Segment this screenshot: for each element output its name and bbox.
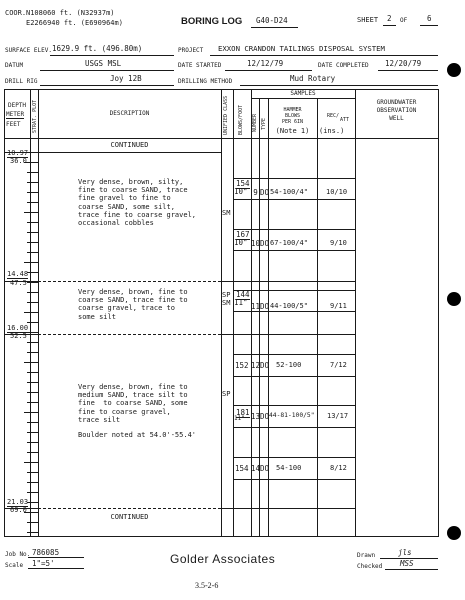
sample-blows-foot: 167 [236,230,250,239]
sample-hammer: 54-100 [276,464,302,472]
sample-recovery: 9/10 [330,239,347,247]
depth-tick [27,192,38,193]
sample-number: 10 [251,239,261,248]
depth-tick [27,322,38,323]
depth-tick [27,282,38,283]
project-value: EXXON CRANDON TAILINGS DISPOSAL SYSTEM [218,44,385,53]
checked-label: Checked [357,563,383,570]
drill-rig-label: DRILL RIG [5,78,38,85]
depth-tick [27,292,38,293]
drawn-value: jls [398,548,412,557]
depth-tick [24,412,38,413]
sample-number: 11 [251,302,261,311]
sample-type: DO [260,464,270,473]
sample-hammer: 44-100/5" [270,302,308,310]
layer-description-3: Very dense, brown, fine to medium SAND, trace silt to fine to coarse SAND, some fine to coarse gravel, trace silt [78,383,188,424]
depth-meter-1: 10.97 [7,149,29,157]
sample-blows-foot: 154 [235,464,249,473]
sample-number: 13 [251,412,261,421]
hammer-note: (Note 1) [275,127,310,135]
sample-recovery: 7/12 [330,361,347,369]
depth-tick [27,172,38,173]
sheet-of-label: OF [400,17,408,24]
project-label: PROJECT [178,47,204,54]
drilling-method-label: DRILLING METHOD [178,78,233,85]
sheet-total: 6 [427,14,432,23]
sample-blows-in: 11" [234,298,248,307]
continued-top: CONTINUED [110,141,149,149]
binder-hole-bottom [447,526,461,540]
depth-tick [27,452,38,453]
date-completed-label: DATE COMPLETED [318,62,369,69]
depth-tick [27,472,38,473]
depth-tick [27,522,38,523]
surface-elev-value: 1629.9 ft. (496.80m) [52,44,143,53]
date-completed-value: 12/20/79 [385,59,422,68]
sheet-number: 2 [387,14,392,23]
depth-tick [27,252,38,253]
job-number-value: 786085 [32,548,60,557]
depth-feet-header: FEET [6,121,21,128]
depth-tick [27,352,38,353]
depth-tick [27,222,38,223]
company-name: Golder Associates [170,552,276,566]
depth-tick [27,182,38,183]
depth-tick [27,242,38,243]
depth-tick [27,532,38,533]
depth-tick [27,442,38,443]
job-number-label: Job No. [5,551,31,558]
depth-tick [27,342,38,343]
depth-tick [24,512,38,513]
page-number: 3.5-2-6 [195,581,219,590]
groundwater-header-2: OBSERVATION [376,107,417,114]
datum-value: USGS MSL [85,59,122,68]
sample-recovery: 10/10 [326,188,348,196]
sample-blows-foot: 154 [236,179,250,188]
drilling-method-value: Mud Rotary [290,74,336,83]
sample-type: DO [260,302,270,311]
binder-hole-top [447,63,461,77]
hammer-header-1: HAMMER [283,107,302,113]
coord-label: COOR. [5,9,27,17]
description-header: DESCRIPTION [109,110,150,117]
groundwater-header-3: WELL [389,115,404,122]
sample-hammer: 67-100/4" [270,239,308,247]
depth-tick [27,332,38,333]
depth-tick [27,482,38,483]
sample-hammer: 54-100/4" [270,188,308,196]
binder-hole-middle [447,292,461,306]
sample-recovery: 13/17 [327,412,349,420]
layer-uscs-2: SP SM [222,291,231,308]
depth-tick [27,502,38,503]
sample-blows-foot: 144 [236,290,250,299]
groundwater-header-1: GROUNDWATER [376,99,417,106]
sample-number: 12 [251,361,261,370]
coord-north: N108060 ft. (N32937m) [26,9,115,17]
scale-label: Scale [5,562,24,569]
boring-id: G40-D24 [256,16,288,25]
depth-meter-4: 21.03 [7,498,29,506]
unified-class-header: UNIFIED CLASS [223,95,229,135]
depth-tick [27,422,38,423]
sample-type: DO [260,412,270,421]
depth-tick [27,372,38,373]
sample-recovery: 8/12 [330,464,347,472]
depth-tick [27,392,38,393]
rec-header-1: REC/ [327,113,340,119]
layer-description-1: Very dense, brown, silty, fine to coarse SAND, trace fine gravel to fine to coarse SAND, some silt, trace fine to coarse gravel, occasional cobbles [78,178,197,228]
strat-plot-header: STRAT. PLOT [32,99,38,133]
depth-meter-3: 16.00 [7,324,29,332]
sample-blows-in: 10" [234,187,248,196]
drill-rig-value: Joy 12B [110,74,142,83]
blows-foot-header: BLOWS/FOOT [238,104,244,135]
depth-tick [27,402,38,403]
depth-tick [24,462,38,463]
depth-tick [27,492,38,493]
date-started-value: 12/12/79 [247,59,284,68]
boulder-note: Boulder noted at 54.0'-55.4' [78,431,197,439]
layer-uscs-1: SM [222,209,231,217]
depth-feet-1: 36.0 [10,157,27,165]
sample-blows-foot: 181 [236,408,250,417]
depth-tick [27,432,38,433]
depth-header: DEPTH [7,102,27,109]
rec-header-2: ATT [340,117,350,123]
depth-meter-2: 14.48 [7,270,29,278]
hammer-header-3: PER 6IN [281,119,304,125]
depth-meter-header: METER [6,111,25,118]
sample-blows-in: 10" [234,238,248,247]
sample-type: DO [260,188,270,197]
sample-hammer: 44-81-100/5" [269,412,315,419]
depth-tick [27,302,38,303]
sheet-label: SHEET [357,16,379,24]
date-started-label: DATE STARTED [178,62,222,69]
log-title: BORING LOG [181,16,243,27]
samples-header: SAMPLES [290,90,316,97]
depth-tick [27,382,38,383]
depth-tick [27,202,38,203]
continued-bottom: CONTINUED [110,513,149,521]
number-header: NUMBER [252,113,258,132]
depth-feet-4: 69.0 [10,506,27,514]
rec-units: (ins.) [319,127,345,135]
depth-feet-3: 52.5 [10,332,27,340]
depth-tick [27,272,38,273]
sample-recovery: 9/11 [330,302,347,310]
depth-tick [27,232,38,233]
layer-uscs-3: SP [222,390,231,398]
sample-number: 14 [251,464,261,473]
sample-type: DO [260,239,270,248]
depth-tick [24,212,38,213]
surface-elev-label: SURFACE ELEV. [5,47,52,54]
sample-blows-in: 11" [234,415,245,422]
depth-tick [24,312,38,313]
hammer-header-2: BLOWS [284,113,301,119]
datum-label: DATUM [5,62,24,69]
scale-value: 1"=5' [32,559,55,568]
depth-tick [24,362,38,363]
type-header: TYPE [261,117,267,130]
checked-value: MSS [400,559,414,568]
depth-tick [24,262,38,263]
depth-tick [24,162,38,163]
sample-hammer: 52-100 [276,361,302,369]
depth-feet-2: 47.5 [10,279,27,287]
sample-number: 9 [253,188,258,197]
sample-type: DO [260,361,270,370]
layer-description-2: Very dense, brown, fine to coarse SAND, trace fine to coarse gravel, trace to some silt [78,288,188,321]
coord-east: E2266940 ft. (E690964m) [26,19,123,27]
drawn-label: Drawn [357,552,376,559]
sample-blows-foot: 152 [235,361,249,370]
